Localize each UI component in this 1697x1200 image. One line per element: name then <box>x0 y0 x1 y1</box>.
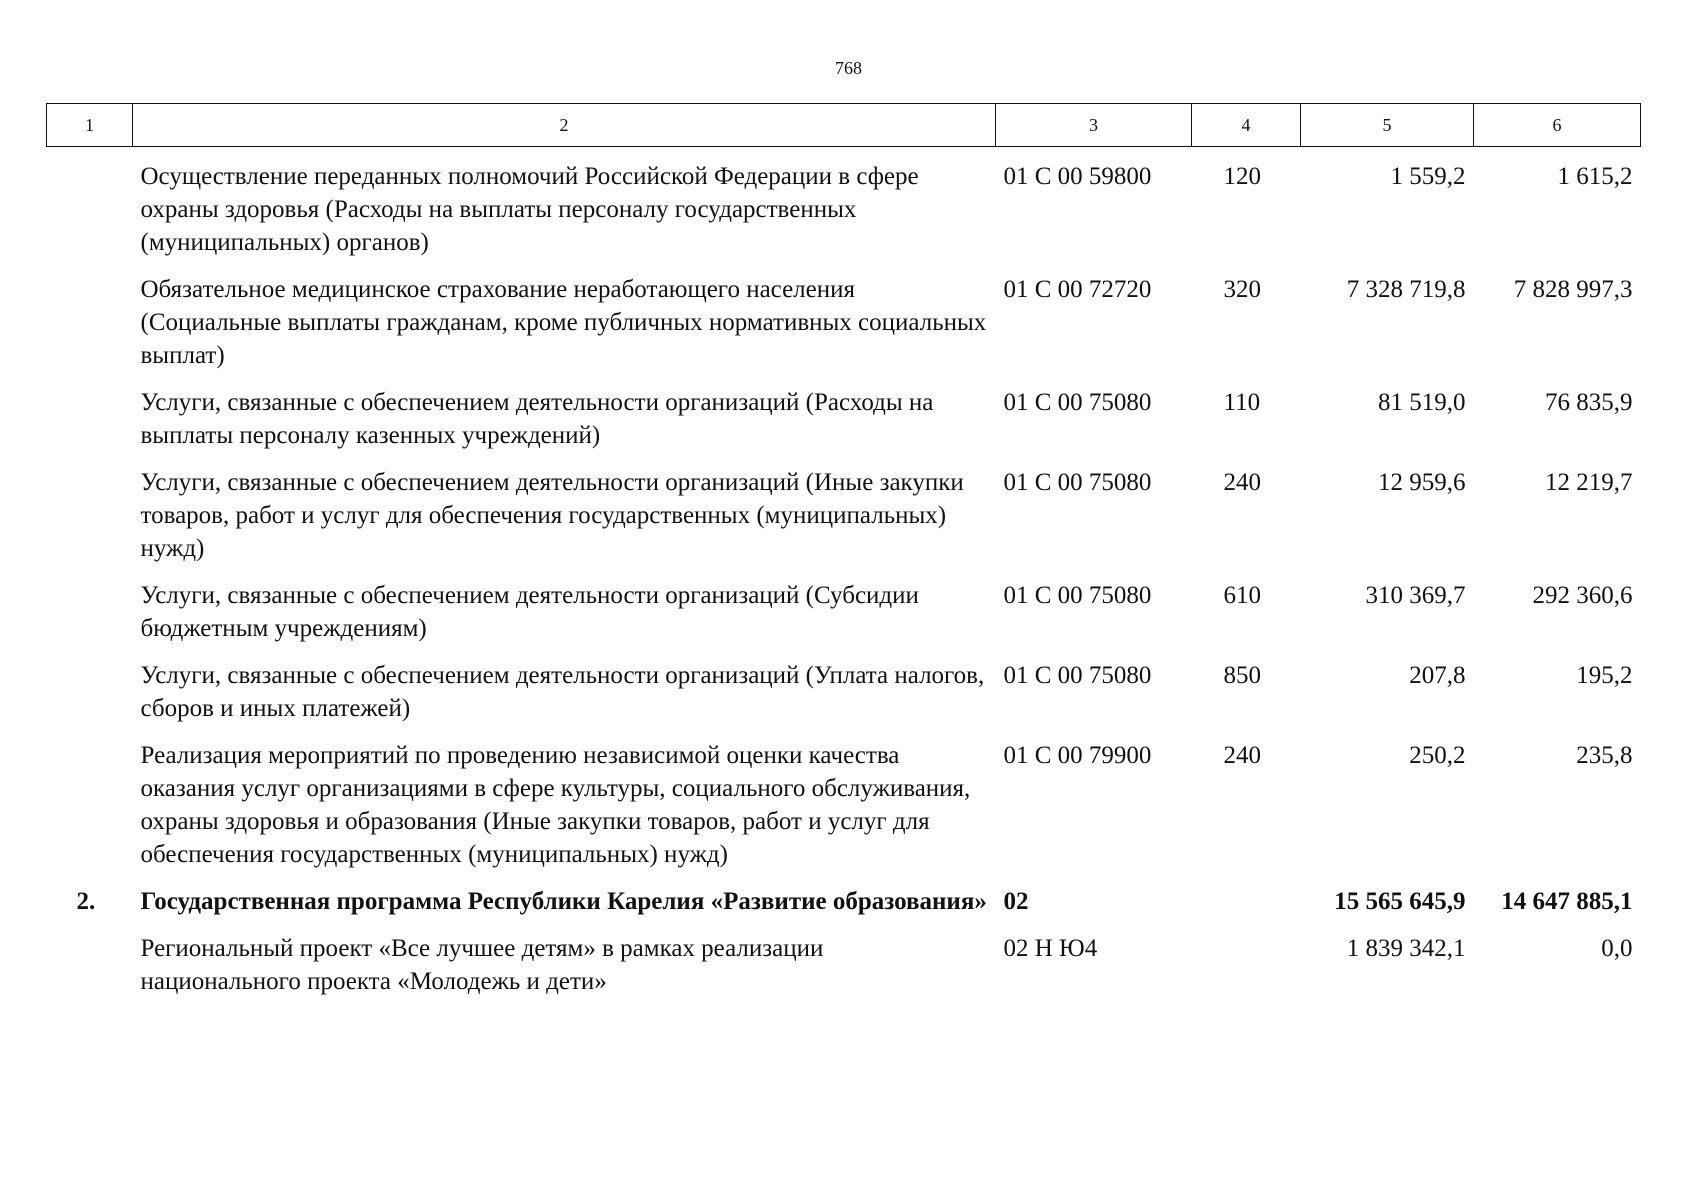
table-header <box>47 104 1641 147</box>
row-amount-6: 7 828 997,3 <box>1513 276 1633 303</box>
page-number: 768 <box>835 58 862 78</box>
row-code: 01 С 00 75080 <box>1003 582 1152 609</box>
row-amount-5: 1 839 342,1 <box>1346 935 1466 962</box>
row-name: Услуги, связанные с обеспечением деятельности организаций (Субсидии бюджетным учреждениям) <box>140 582 919 642</box>
row-number <box>47 922 133 1002</box>
table-row <box>47 376 1641 456</box>
row-type <box>1192 922 1301 1002</box>
row-number <box>47 456 133 569</box>
header-cell-2: 2 <box>133 104 996 147</box>
header-row <box>47 104 1641 147</box>
row-type: 240 <box>1223 469 1261 496</box>
header-cell-4: 4 <box>1192 104 1301 147</box>
row-type: 120 <box>1223 163 1261 190</box>
table-row <box>47 729 1641 875</box>
row-code: 01 С 00 59800 <box>1003 163 1152 190</box>
budget-table <box>46 103 1641 1002</box>
row-code: 01 С 00 75080 <box>1003 469 1152 496</box>
row-amount-6: 76 835,9 <box>1545 389 1633 416</box>
row-name: Государственная программа Республики Карелия «Развитие образования» <box>140 888 987 915</box>
row-amount-5: 7 328 719,8 <box>1346 276 1466 303</box>
row-type <box>1192 875 1301 922</box>
row-name: Услуги, связанные с обеспечением деятельности организаций (Иные закупки товаров, работ и услуг для обеспечения государственных (муниципальных) нужд) <box>140 469 964 562</box>
table-body <box>47 147 1641 1003</box>
header-cell-6: 6 <box>1474 104 1641 147</box>
row-name: Обязательное медицинское страхование неработающего населения (Социальные выплаты гражданам, кроме публичных нормативных социальных выплат) <box>140 276 987 369</box>
row-amount-6: 195,2 <box>1576 662 1633 689</box>
row-amount-6: 1 615,2 <box>1557 163 1633 190</box>
header-cell-1: 1 <box>47 104 133 147</box>
row-code: 02 <box>1003 888 1029 915</box>
row-amount-5: 81 519,0 <box>1378 389 1466 416</box>
row-type: 240 <box>1223 742 1261 769</box>
row-code: 01 С 00 72720 <box>1003 276 1152 303</box>
row-type: 610 <box>1223 582 1261 609</box>
row-amount-6: 0,0 <box>1601 935 1633 962</box>
row-code: 02 Н Ю4 <box>1003 935 1098 962</box>
row-amount-6: 14 647 885,1 <box>1501 888 1633 915</box>
row-number: 2. <box>76 888 96 915</box>
row-number <box>47 376 133 456</box>
row-code: 01 С 00 75080 <box>1003 389 1152 416</box>
row-type: 320 <box>1223 276 1261 303</box>
row-amount-5: 1 559,2 <box>1390 163 1466 190</box>
row-name: Услуги, связанные с обеспечением деятельности организаций (Уплата налогов, сборов и иных платежей) <box>140 662 985 722</box>
header-cell-5: 5 <box>1301 104 1474 147</box>
row-code: 01 С 00 75080 <box>1003 662 1152 689</box>
row-number <box>47 649 133 729</box>
row-name: Услуги, связанные с обеспечением деятельности организаций (Расходы на выплаты персоналу казенных учреждений) <box>140 389 934 449</box>
row-amount-5: 12 959,6 <box>1378 469 1466 496</box>
header-cell-3: 3 <box>996 104 1192 147</box>
table-row <box>47 263 1641 376</box>
row-code: 01 С 00 79900 <box>1003 742 1152 769</box>
row-type: 110 <box>1223 389 1261 416</box>
row-amount-5: 15 565 645,9 <box>1334 888 1466 915</box>
table-row-program <box>47 875 1641 922</box>
row-number <box>47 729 133 875</box>
row-name: Осуществление переданных полномочий Российской Федерации в сфере охраны здоровья (Расходы на выплаты персоналу государственных (муниципальных) органов) <box>140 163 919 256</box>
row-amount-5: 310 369,7 <box>1365 582 1466 609</box>
table-row <box>47 147 1641 264</box>
table-row <box>47 569 1641 649</box>
row-amount-5: 207,8 <box>1409 662 1466 689</box>
row-amount-6: 235,8 <box>1576 742 1633 769</box>
row-amount-6: 12 219,7 <box>1545 469 1633 496</box>
row-type: 850 <box>1223 662 1261 689</box>
row-number <box>47 569 133 649</box>
row-name: Реализация мероприятий по проведению независимой оценки качества оказания услуг организациями в сфере культуры, социального обслуживания, охраны здоровья и образования (Иные закупки товаров, работ и услуг для обеспечения государственных (муниципальных) нужд) <box>140 742 971 868</box>
table-row <box>47 922 1641 1002</box>
table-row <box>47 649 1641 729</box>
row-number <box>47 263 133 376</box>
row-number <box>47 147 133 264</box>
row-name: Региональный проект «Все лучшее детям» в рамках реализации национального проекта «Молодежь и дети» <box>140 935 824 995</box>
row-amount-6: 292 360,6 <box>1532 582 1633 609</box>
table-row <box>47 456 1641 569</box>
row-amount-5: 250,2 <box>1409 742 1466 769</box>
